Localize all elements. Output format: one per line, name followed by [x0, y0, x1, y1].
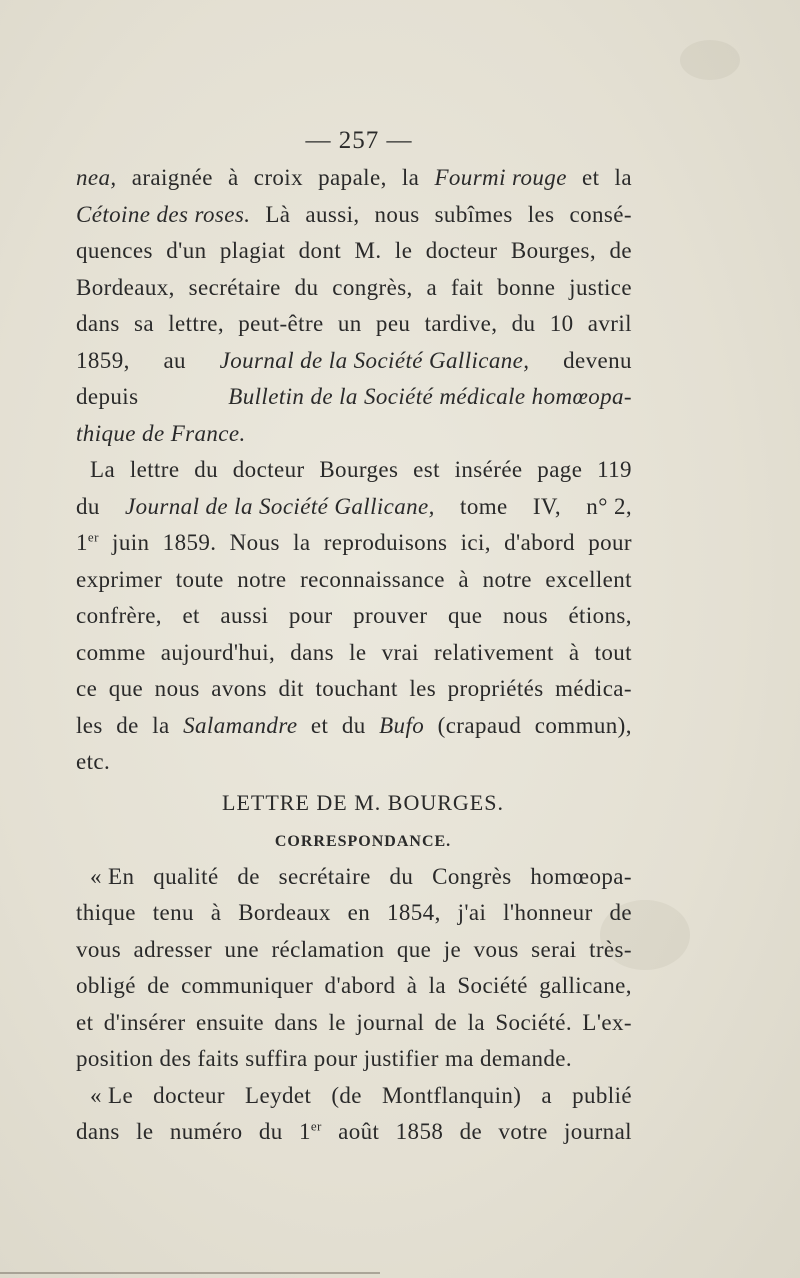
text-line: confrère, et aussi pour prouver que nous étions, [76, 603, 632, 628]
text-line: du Journal de la Société Gallicane, tome IV, n° 2, [76, 493, 632, 519]
page-number: — 257 — [305, 127, 413, 154]
text-block [76, 122, 632, 1151]
text-line: comme aujourd'hui, dans le vrai relativement à tout [76, 639, 632, 665]
text-line: position des faits suffira pour justifier ma demande. [76, 1046, 573, 1071]
text-line: et d'insérer ensuite dans le journal de la Société. L'ex- [76, 1009, 632, 1035]
text-line: 1er juin 1859. Nous la reproduisons ici, d'abord pour [76, 529, 632, 555]
text-line: ce que nous avons dit touchant les propriétés médica- [76, 676, 632, 701]
text-line: les de la Salamandre et du Bufo (crapaud commun), [76, 712, 632, 738]
text-line: « Le docteur Leydet (de Montflanquin) a publié [90, 1082, 632, 1108]
text-line: exprimer toute notre reconnaissance à notre excellent [76, 566, 632, 592]
text-line: nea, araignée à croix papale, la Fourmi rouge et la [76, 165, 632, 190]
page-edge-shadow [0, 1272, 380, 1274]
text-line: La lettre du docteur Bourges est insérée page 119 [90, 457, 632, 482]
paper-stain [680, 40, 740, 80]
text-line: 1859, au Journal de la Société Gallicane, devenu [76, 347, 632, 373]
text-line: « En qualité de secrétaire du Congrès homœopa- [90, 863, 632, 889]
letter-subheading: CORRESPONDANCE. [274, 832, 452, 850]
text-line: Bordeaux, secrétaire du congrès, a fait bonne justice [76, 274, 632, 300]
text-line: thique de France. [76, 420, 246, 446]
text-line: thique tenu à Bordeaux en 1854, j'ai l'honneur de [76, 900, 632, 925]
text-line: etc. [76, 749, 111, 774]
text-line: vous adresser une réclamation que je vous serai très- [76, 936, 632, 962]
text-line: obligé de communiquer d'abord à la Société gallicane, [76, 973, 632, 998]
text-line: quences d'un plagiat dont M. le docteur Bourges, de [76, 238, 632, 263]
text-line: dans sa lettre, peut-être un peu tardive, du 10 avril [76, 311, 632, 336]
text-line: dans le numéro du 1er août 1858 de votre journal [76, 1118, 632, 1144]
letter-heading: LETTRE DE M. BOURGES. [222, 789, 504, 815]
text-line: depuis Bulletin de la Société médicale homœopa- [76, 384, 632, 409]
text-line: Cétoine des roses. Là aussi, nous subîmes les consé- [76, 201, 632, 227]
